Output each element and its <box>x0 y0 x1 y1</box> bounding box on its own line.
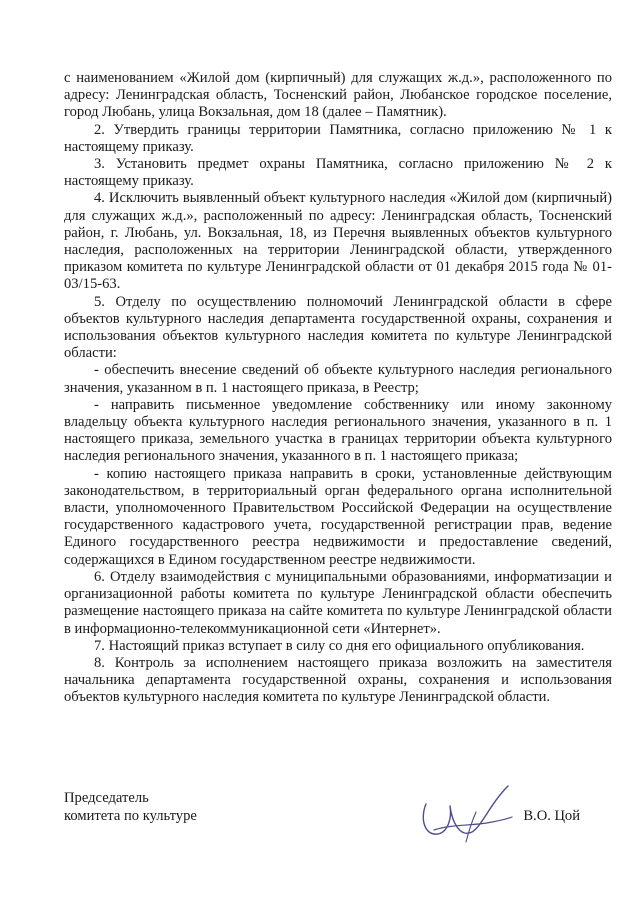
paragraph-5-item-registry: - обеспечить внесение сведений об объекте культурного наследия регионального значения, указанном в п. 1 настоящего приказа, в Реестр; <box>64 362 612 396</box>
handwritten-signature <box>412 782 522 850</box>
paragraph-5-item-copy: - копию настоящего приказа направить в сроки, установленные действующим законодательством, в территориальный орган федерального органа исполнительной власти, уполномоченного Правительством Российской Федерации на осуществление государственного кадастрового учета, государственной регистрации прав, ведение Единого государственного реестра недвижимости и предоставление сведений, содержащихся в Едином государственном реестре недвижимости. <box>64 465 612 568</box>
paragraph-7: 7. Настоящий приказ вступает в силу со дня его официального опубликования. <box>94 637 585 654</box>
paragraph-2: 2. Утвердить границы территории Памятника, согласно приложению № 1 к настоящему приказу. <box>64 121 612 155</box>
paragraph-8: 8. Контроль за исполнением настоящего приказа возложить на заместителя начальника департамента государственной охраны, сохранения и использования объектов культурного наследия комитета по культуре Ленинградской области. <box>64 654 612 706</box>
paragraph-5: 5. Отделу по осуществлению полномочий Ленинградской области в сфере объектов культурного наследия департамента государственной охраны, сохранения и использования объектов культурного наследия комитета по культуре Ленинградской области: <box>64 293 612 362</box>
signature-block <box>64 790 612 850</box>
signatory-title-line-2: комитета по культуре <box>64 808 197 824</box>
paragraph-3: 3. Установить предмет охраны Памятника, согласно приложению № 2 к настоящему приказу. <box>64 156 612 190</box>
paragraph-1-continuation: с наименованием «Жилой дом (кирпичный) для служащих ж.д.», расположенного по адресу: Ленинградская область, Тосненский район, Любанское городское поселение, город Любань, улица Вокзальная, дом 18 (далее – Памятник). <box>64 70 612 121</box>
paragraph-4: 4. Исключить выявленный объект культурного наследия «Жилой дом (кирпичный) для служащих ж.д.», расположенный по адресу: Ленинградская область, Тосненский район, г. Любань, ул. Вокзальная, 18, из Перечня выявленных объектов культурного наследия, расположенных на территории Ленинградской области, утвержденного приказом комитета по культуре Ленинградской области от 01 декабря 2015 года № 01-03/15-63. <box>64 190 612 293</box>
paragraph-5-item-notification: - направить письменное уведомление собственнику или иному законному владельцу объекта культурного наследия регионального значения, указанного в п. 1 настоящего приказа, земельного участка в границах территории объекта культурного наследия регионального значения, указанного в п. 1 настоящего приказа; <box>64 396 612 465</box>
signatory-title-line-1: Председатель <box>64 790 149 806</box>
paragraph-6: 6. Отделу взаимодействия с муниципальными образованиями, информатизации и организационной работы комитета по культуре Ленинградской области обеспечить размещение настоящего приказа на сайте комитета по культуре Ленинградской области в информационно-телекоммуникационной сети «Интернет». <box>64 568 612 637</box>
document-body <box>64 70 612 707</box>
signatory-name: В.О. Цой <box>523 808 580 824</box>
